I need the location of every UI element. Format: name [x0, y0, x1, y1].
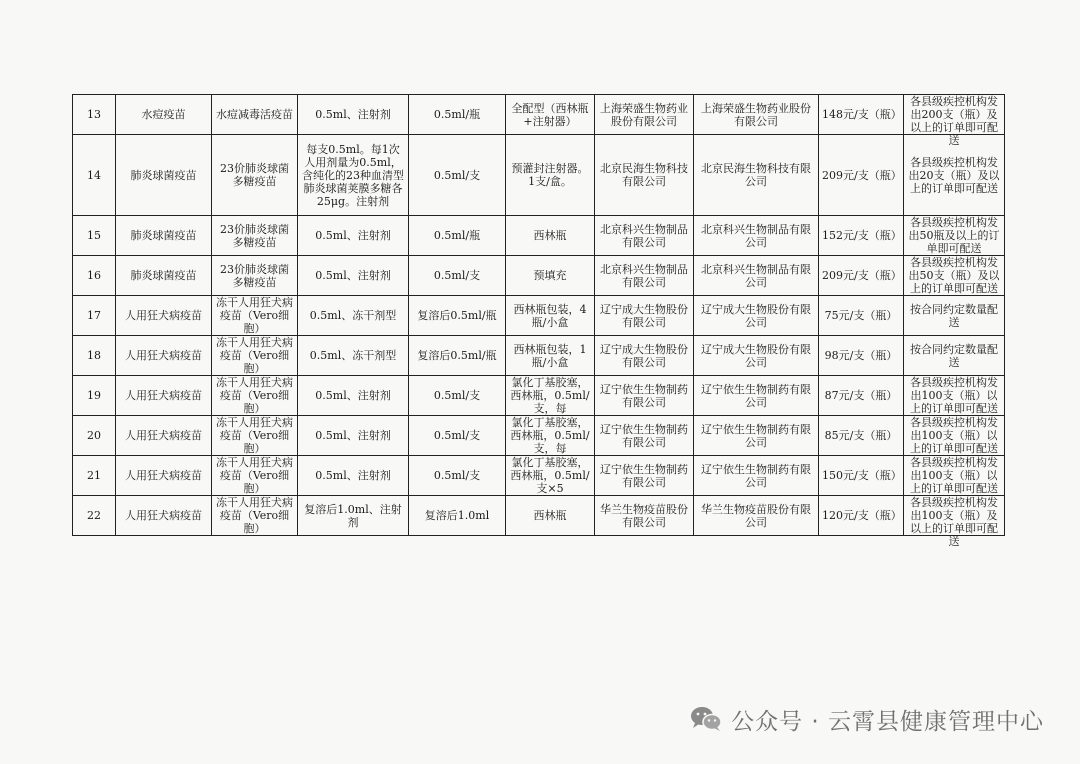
cell-price — [819, 496, 904, 536]
cell-text: 预填充 — [533, 269, 567, 282]
cell-spec-dose — [298, 95, 409, 135]
cell-no — [73, 456, 116, 496]
cell-text: 人用狂犬病疫苗 — [125, 429, 202, 442]
cell-text: 0.5ml/支 — [433, 389, 481, 402]
cell-text: 各县级疾控机构发出50支（瓶）及以上的订单即可配送 — [908, 256, 1000, 295]
cell-price — [819, 456, 904, 496]
cell-text: 每支0.5ml。每1次人用剂量为0.5ml，含纯化的23种血清型肺炎球菌荚膜多糖各25μg。注射剂 — [302, 142, 404, 208]
cell-text: 人用狂犬病疫苗 — [125, 349, 202, 362]
cell-producer — [595, 336, 694, 376]
cell-unit — [409, 95, 506, 135]
cell-text: 209元/支（瓶） — [822, 269, 902, 282]
cell-category — [116, 376, 212, 416]
cell-text: 13 — [87, 108, 101, 121]
cell-price — [819, 256, 904, 296]
cell-supplier — [694, 376, 819, 416]
cell-text: 冻干人用狂犬病疫苗（Vero细胞） — [216, 496, 293, 535]
cell-text: 冻干人用狂犬病疫苗（Vero细胞） — [216, 376, 293, 415]
cell-supplier — [694, 256, 819, 296]
wechat-icon — [689, 705, 723, 733]
cell-terms — [904, 376, 1005, 416]
cell-packaging — [506, 95, 595, 135]
cell-text: 0.5ml/支 — [433, 269, 481, 282]
cell-packaging — [506, 496, 595, 536]
cell-text: 0.5ml、冻干剂型 — [309, 309, 397, 322]
cell-terms — [904, 416, 1005, 456]
cell-supplier — [694, 456, 819, 496]
cell-text: 西林瓶包装，1瓶/小盒 — [513, 342, 587, 369]
cell-no — [73, 416, 116, 456]
cell-spec-dose — [298, 456, 409, 496]
cell-name — [212, 376, 298, 416]
cell-price — [819, 216, 904, 256]
cell-category — [116, 296, 212, 336]
cell-spec-dose — [298, 336, 409, 376]
cell-category — [116, 456, 212, 496]
cell-text: 人用狂犬病疫苗 — [125, 509, 202, 522]
cell-text: 0.5ml、注射剂 — [315, 108, 391, 121]
cell-text: 0.5ml、注射剂 — [315, 429, 391, 442]
cell-text: 人用狂犬病疫苗 — [125, 389, 202, 402]
cell-text: 华兰生物疫苗股份有限公司 — [600, 502, 688, 529]
cell-text: 按合同约定数量配送 — [910, 342, 998, 369]
cell-name — [212, 496, 298, 536]
cell-text: 上海荣盛生物药业股份有限公司 — [701, 101, 811, 128]
cell-text: 肺炎球菌疫苗 — [130, 229, 197, 242]
cell-text: 西林瓶 — [533, 509, 567, 522]
cell-price — [819, 95, 904, 135]
cell-text: 辽宁成大生物股份有限公司 — [701, 302, 811, 329]
cell-name — [212, 336, 298, 376]
cell-text: 各县级疾控机构发出50瓶及以上的订单即可配送 — [908, 216, 1000, 255]
cell-text: 北京民海生物科技有限公司 — [600, 162, 688, 188]
cell-spec-dose — [298, 296, 409, 336]
cell-text: 冻干人用狂犬病疫苗（Vero细胞） — [216, 456, 293, 495]
cell-text: 20 — [87, 429, 101, 442]
table-body — [73, 95, 1005, 548]
cell-name — [212, 416, 298, 456]
cell-spec-dose — [298, 135, 409, 216]
cell-text: 复溶后0.5ml/瓶 — [417, 309, 497, 322]
cell-text: 人用狂犬病疫苗 — [125, 469, 202, 482]
cell-text: 辽宁成大生物股份有限公司 — [600, 302, 688, 329]
cell-producer — [595, 296, 694, 336]
cell-text: 冻干人用狂犬病疫苗（Vero细胞） — [216, 296, 293, 335]
table-row — [73, 336, 1005, 376]
cell-spec-dose — [298, 496, 409, 536]
cell-text: 复溶后1.0ml — [424, 509, 490, 522]
cell-producer — [595, 416, 694, 456]
cell-text: 辽宁依生生物制药有限公司 — [701, 382, 811, 409]
cell-terms — [904, 256, 1005, 296]
cell-text: 209元/支（瓶） — [822, 168, 902, 182]
cell-supplier — [694, 416, 819, 456]
cell-text: 西林瓶包装，4瓶/小盒 — [513, 302, 587, 329]
cell-packaging — [506, 256, 595, 296]
cell-text: 辽宁依生生物制药有限公司 — [600, 382, 688, 409]
cell-supplier — [694, 296, 819, 336]
table-row — [73, 496, 1005, 536]
cell-text: 辽宁依生生物制药有限公司 — [701, 462, 811, 489]
cell-unit — [409, 135, 506, 216]
cell-text: 上海荣盛生物药业股份有限公司 — [600, 101, 688, 128]
cell-text: 87元/支（瓶） — [824, 389, 898, 402]
cell-category — [116, 135, 212, 216]
cell-producer — [595, 135, 694, 216]
cell-spec-dose — [298, 216, 409, 256]
cell-price — [819, 416, 904, 456]
cell-producer — [595, 496, 694, 536]
cell-producer — [595, 376, 694, 416]
table-row — [73, 296, 1005, 336]
cell-packaging — [506, 416, 595, 456]
cell-name — [212, 135, 298, 216]
cell-text: 氯化丁基胶塞，西林瓶，0.5ml/支，每 — [510, 416, 590, 455]
cell-no — [73, 336, 116, 376]
cell-name — [212, 296, 298, 336]
cell-packaging — [506, 376, 595, 416]
cell-packaging — [506, 456, 595, 496]
cell-text: 各县级疾控机构发出100支（瓶）以上的订单即可配送 — [910, 456, 998, 495]
cell-text: 氯化丁基胶塞，西林瓶，0.5ml/支×5 — [510, 456, 590, 495]
cell-text: 0.5ml、注射剂 — [315, 269, 391, 282]
cell-packaging — [506, 216, 595, 256]
cell-text: 冻干人用狂犬病疫苗（Vero细胞） — [216, 416, 293, 455]
cell-text: 23价肺炎球菌多糖疫苗 — [220, 262, 289, 289]
cell-producer — [595, 456, 694, 496]
cell-text: 85元/支（瓶） — [824, 429, 898, 442]
cell-text: 0.5ml、冻干剂型 — [309, 349, 397, 362]
cell-text: 北京科兴生物制品有限公司 — [600, 262, 688, 289]
cell-text: 0.5ml、注射剂 — [315, 389, 391, 402]
cell-unit — [409, 376, 506, 416]
cell-unit — [409, 296, 506, 336]
cell-spec-dose — [298, 256, 409, 296]
cell-price — [819, 336, 904, 376]
table-row — [73, 135, 1005, 216]
cell-category — [116, 336, 212, 376]
cell-text: 人用狂犬病疫苗 — [125, 309, 202, 322]
cell-supplier — [694, 336, 819, 376]
cell-price — [819, 135, 904, 216]
cell-text: 辽宁成大生物股份有限公司 — [600, 342, 688, 369]
cell-no — [73, 496, 116, 536]
cell-supplier — [694, 216, 819, 256]
cell-producer — [595, 216, 694, 256]
cell-packaging — [506, 135, 595, 216]
table-row — [73, 256, 1005, 296]
cell-text: 0.5ml、注射剂 — [315, 229, 391, 242]
vaccine-price-table — [72, 94, 1005, 548]
cell-text: 23价肺炎球菌多糖疫苗 — [220, 162, 289, 188]
cell-text: 各县级疾控机构发出100支（瓶）以上的订单即可配送 — [910, 376, 998, 415]
cell-unit — [409, 336, 506, 376]
cell-text: 0.5ml/瓶 — [433, 108, 481, 121]
cell-text: 148元/支（瓶） — [822, 108, 902, 121]
cell-text: 21 — [87, 469, 101, 482]
cell-text: 各县级疾控机构发出200支（瓶）及以上的订单即可配送 — [910, 95, 998, 147]
cell-text: 辽宁依生生物制药有限公司 — [600, 422, 688, 449]
cell-text: 水痘减毒活疫苗 — [216, 108, 293, 121]
watermark-text: 公众号 · 云霄县健康管理中心 — [731, 708, 1044, 735]
cell-text: 全配型（西林瓶+注射器） — [511, 101, 589, 128]
cell-text: 北京科兴生物制品有限公司 — [701, 222, 811, 249]
cell-terms — [904, 296, 1005, 336]
cell-text: 复溶后1.0ml、注射剂 — [304, 502, 402, 529]
cell-spec-dose — [298, 416, 409, 456]
cell-price — [819, 376, 904, 416]
cell-text: 150元/支（瓶） — [822, 469, 902, 482]
cell-text: 肺炎球菌疫苗 — [130, 269, 197, 282]
cell-unit — [409, 496, 506, 536]
cell-terms — [904, 456, 1005, 496]
cell-spec-dose — [298, 376, 409, 416]
cell-text: 14 — [87, 168, 101, 182]
cell-unit — [409, 256, 506, 296]
cell-no — [73, 296, 116, 336]
cell-text: 水痘疫苗 — [141, 108, 186, 121]
cell-text: 北京科兴生物制品有限公司 — [600, 222, 688, 249]
cell-text: 复溶后0.5ml/瓶 — [417, 349, 497, 362]
cell-supplier — [694, 135, 819, 216]
cell-text: 0.5ml/支 — [433, 429, 481, 442]
cell-text: 氯化丁基胶塞，西林瓶，0.5ml/支，每 — [510, 376, 590, 415]
cell-text: 120元/支（瓶） — [822, 509, 902, 522]
table-row — [73, 95, 1005, 135]
cell-terms — [904, 216, 1005, 256]
cell-text: 23价肺炎球菌多糖疫苗 — [220, 222, 289, 249]
cell-text: 0.5ml/瓶 — [433, 229, 481, 242]
cell-text: 按合同约定数量配送 — [910, 302, 998, 329]
cell-producer — [595, 256, 694, 296]
cell-supplier — [694, 95, 819, 135]
cell-text: 北京科兴生物制品有限公司 — [701, 262, 811, 289]
cell-no — [73, 135, 116, 216]
cell-text: 预灌封注射器。1支/盒。 — [511, 162, 589, 188]
cell-no — [73, 376, 116, 416]
cell-text: 22 — [87, 509, 101, 522]
table-row — [73, 416, 1005, 456]
cell-name — [212, 95, 298, 135]
cell-text: 各县级疾控机构发出100支（瓶）以上的订单即可配送 — [910, 416, 998, 455]
cell-text: 15 — [87, 229, 101, 242]
cell-terms — [904, 336, 1005, 376]
watermark — [689, 704, 1044, 734]
cell-price — [819, 296, 904, 336]
cell-text: 17 — [87, 309, 101, 322]
cell-supplier — [694, 496, 819, 536]
cell-category — [116, 95, 212, 135]
cell-text: 辽宁成大生物股份有限公司 — [701, 342, 811, 369]
cell-text: 16 — [87, 269, 101, 282]
cell-name — [212, 216, 298, 256]
cell-text: 152元/支（瓶） — [822, 229, 902, 242]
cell-text: 西林瓶 — [533, 229, 567, 242]
table-row — [73, 456, 1005, 496]
cell-packaging — [506, 296, 595, 336]
cell-text: 辽宁依生生物制药有限公司 — [701, 422, 811, 449]
cell-text: 19 — [87, 389, 101, 402]
cell-text: 辽宁依生生物制药有限公司 — [600, 462, 688, 489]
cell-category — [116, 416, 212, 456]
cell-no — [73, 95, 116, 135]
cell-unit — [409, 416, 506, 456]
cell-unit — [409, 456, 506, 496]
cell-text: 各县级疾控机构发出100支（瓶）及以上的订单即可配送 — [910, 496, 998, 548]
cell-text: 18 — [87, 349, 101, 362]
cell-text: 75元/支（瓶） — [824, 309, 898, 322]
cell-text: 北京民海生物科技有限公司 — [701, 162, 811, 188]
cell-packaging — [506, 336, 595, 376]
cell-text: 华兰生物疫苗股份有限公司 — [701, 502, 811, 529]
cell-text: 冻干人用狂犬病疫苗（Vero细胞） — [216, 336, 293, 375]
cell-category — [116, 216, 212, 256]
cell-name — [212, 256, 298, 296]
cell-text: 98元/支（瓶） — [824, 349, 898, 362]
cell-unit — [409, 216, 506, 256]
cell-category — [116, 496, 212, 536]
cell-text: 0.5ml/支 — [433, 168, 481, 182]
cell-name — [212, 456, 298, 496]
cell-no — [73, 216, 116, 256]
table-row — [73, 216, 1005, 256]
cell-terms — [904, 95, 1005, 147]
cell-text: 各县级疾控机构发出20支（瓶）及以上的订单即可配送 — [908, 155, 1000, 195]
cell-text: 肺炎球菌疫苗 — [130, 168, 197, 182]
cell-category — [116, 256, 212, 296]
cell-producer — [595, 95, 694, 135]
cell-terms — [904, 496, 1005, 548]
cell-text: 0.5ml、注射剂 — [315, 469, 391, 482]
cell-text: 0.5ml/支 — [433, 469, 481, 482]
cell-no — [73, 256, 116, 296]
table-row — [73, 376, 1005, 416]
